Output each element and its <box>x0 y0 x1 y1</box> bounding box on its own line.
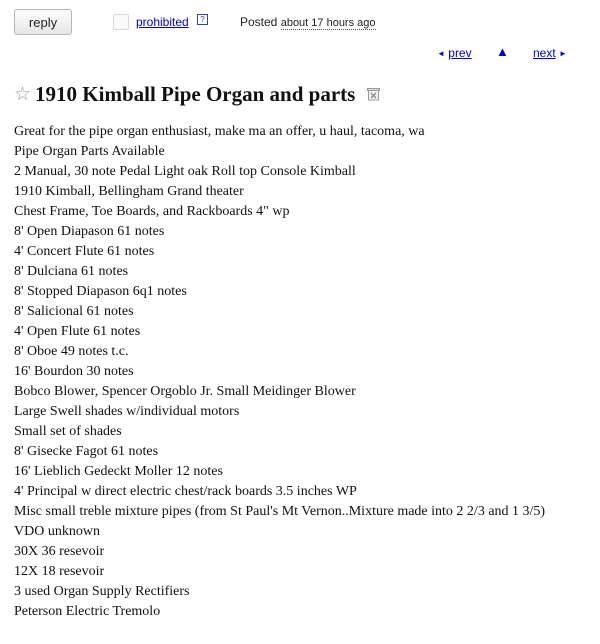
body-line: 8' Salicional 61 notes <box>14 304 134 319</box>
star-outline-icon[interactable]: ☆ <box>14 82 32 105</box>
posted-info <box>240 15 376 29</box>
body-line: 8' Oboe 49 notes t.c. <box>14 344 129 359</box>
body-line: Small set of shades <box>14 424 122 439</box>
body-line: 3 used Organ Supply Rectifiers <box>14 584 190 599</box>
body-line: 16' Bourdon 30 notes <box>14 364 134 379</box>
posting-title: 1910 Kimball Pipe Organ and parts <box>35 81 356 106</box>
next-label: next <box>533 46 556 60</box>
help-icon[interactable]: ? <box>197 14 208 25</box>
reply-button[interactable] <box>14 9 72 35</box>
left-arrow-icon: ◄ <box>437 49 445 58</box>
body-line: 4' Open Flute 61 notes <box>14 324 141 339</box>
body-line: Large Swell shades w/individual motors <box>14 404 240 419</box>
posting-title-row <box>14 80 380 108</box>
prohibited-link[interactable]: prohibited <box>136 15 189 29</box>
prev-link[interactable] <box>437 46 472 60</box>
body-line: 2 Manual, 30 note Pedal Light oak Roll top Console Kimball <box>14 164 356 179</box>
posted-time: about 17 hours ago <box>280 17 376 29</box>
body-line: 8' Gisecke Fagot 61 notes <box>14 444 159 459</box>
posting-body <box>14 122 594 622</box>
flag-checkbox[interactable] <box>113 14 129 30</box>
body-line: Pipe Organ Parts Available <box>14 144 165 159</box>
body-line: 8' Stopped Diapason 6q1 notes <box>14 284 187 299</box>
body-line: 30X 36 resevoir <box>14 544 105 559</box>
right-arrow-icon: ► <box>559 49 567 58</box>
up-arrow-icon: ▲ <box>496 44 509 59</box>
hide-posting-icon[interactable] <box>367 87 380 101</box>
body-line: 12X 18 resevoir <box>14 564 105 579</box>
body-line: 4' Principal w direct electric chest/rack boards 3.5 inches WP <box>14 484 357 499</box>
reply-button-label: reply <box>28 14 58 30</box>
body-line: Bobco Blower, Spencer Orgoblo Jr. Small Meidinger Blower <box>14 384 356 399</box>
next-link[interactable] <box>533 46 567 60</box>
body-line: 1910 Kimball, Bellingham Grand theater <box>14 184 244 199</box>
body-line: Misc small treble mixture pipes (from St Paul's Mt Vernon..Mixture made into 2 2/3 and 1 3/5) <box>14 504 546 519</box>
prev-label: prev <box>448 46 472 60</box>
body-line: 8' Open Diapason 61 notes <box>14 224 165 239</box>
body-line: 8' Dulciana 61 notes <box>14 264 129 279</box>
up-link[interactable] <box>496 44 509 59</box>
body-line: Great for the pipe organ enthusiast, make ma an offer, u haul, tacoma, wa <box>14 124 425 139</box>
body-line: 16' Lieblich Gedeckt Moller 12 notes <box>14 464 223 479</box>
posted-label: Posted <box>240 15 278 29</box>
body-line: Chest Frame, Toe Boards, and Rackboards 4" wp <box>14 204 290 219</box>
body-line: VDO unknown <box>14 524 100 539</box>
body-line: 4' Concert Flute 61 notes <box>14 244 155 259</box>
body-line: Peterson Electric Tremolo <box>14 604 161 619</box>
